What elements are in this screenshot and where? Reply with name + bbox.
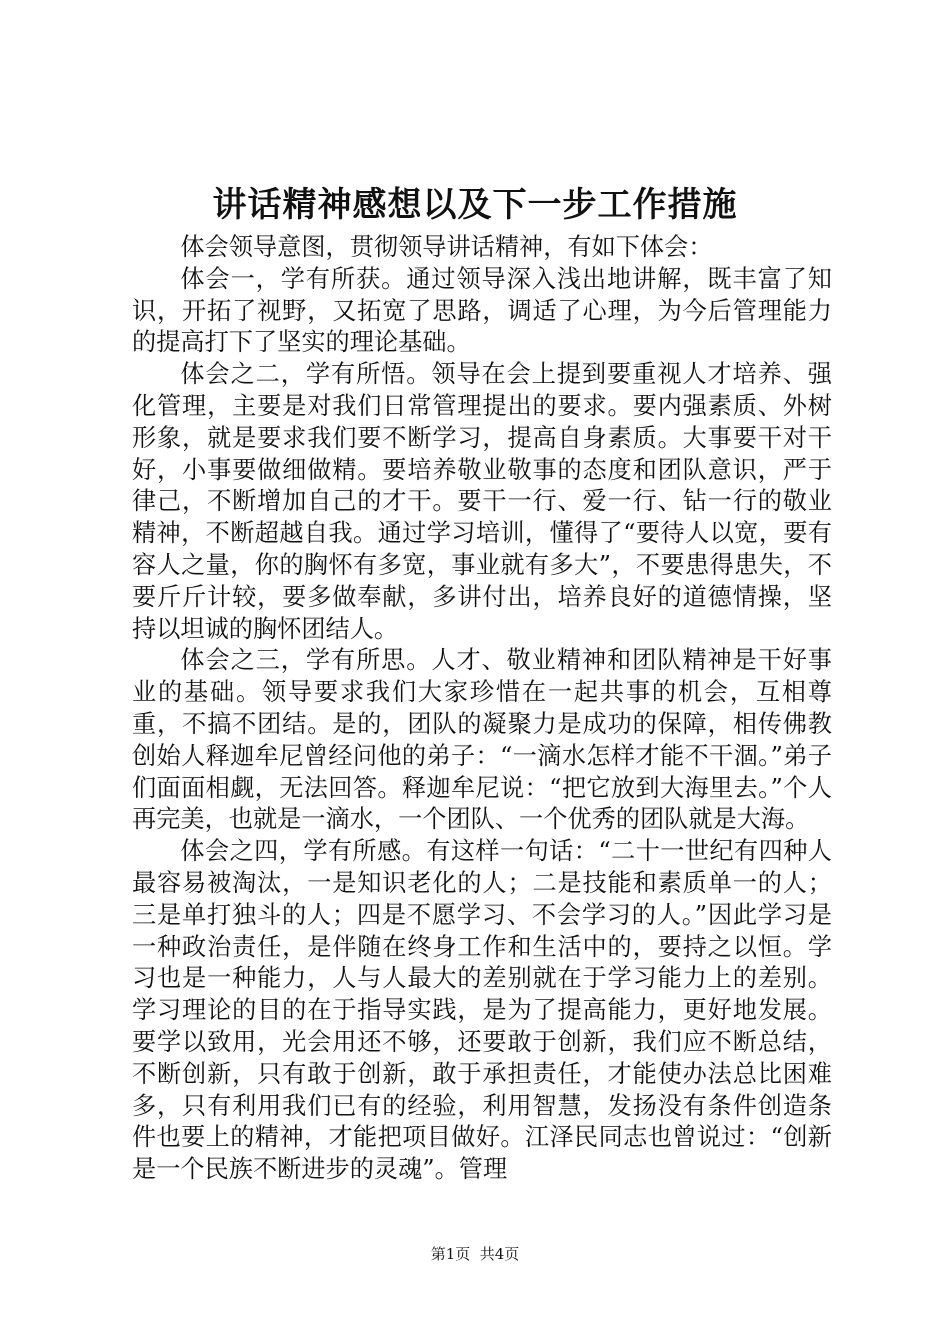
- paragraph-insight-3: 体会之三，学有所思。人才、敬业精神和团队精神是干好事业的基础。领导要求我们大家珍惜在一起共事的机会，互相尊重，不搞不团结。是的，团队的凝聚力是成功的保障，相传佛教创始人释迦牟尼曾经问他的弟子：“一滴水怎样才能不干涸。”弟子们面面相觑，无法回答。释迦牟尼说：“把它放到大海里去。”个人再完美，也就是一滴水，一个团队、一个优秀的团队就是大海。: [132, 646, 832, 834]
- paragraph-intro: 体会领导意图，贯彻领导讲话精神，有如下体会：: [180, 233, 713, 261]
- page-number: 第1页 共4页: [430, 1245, 520, 1263]
- page-footer: [0, 1244, 950, 1264]
- document-body: [132, 232, 832, 1186]
- paragraph-insight-2: 体会之二，学有所悟。领导在会上提到要重视人才培养、强化管理，主要是对我们日常管理提出的要求。要内强素质、外树形象，就是要求我们要不断学习，提高自身素质。大事要干对干好，小事要做细做精。要培养敬业敬事的态度和团队意识，严于律己，不断增加自己的才干。要干一行、爱一行、钻一行的敬业精神，不断超越自我。通过学习培训，懂得了“要待人以宽，要有容人之量，你的胸怀有多宽，事业就有多大”，不要患得患失，不要斤斤计较，要多做奉献，多讲付出，培养良好的道德情操，坚持以坦诚的胸怀团结人。: [132, 360, 832, 643]
- paragraph-insight-4: 体会之四，学有所感。有这样一句话：“二十一世纪有四种人最容易被淘汰，一是知识老化的人；二是技能和素质单一的人；三是单打独斗的人；四是不愿学习、不会学习的人。”因此学习是一种政治责任，是伴随在终身工作和生活中的，要持之以恒。学习也是一种能力，人与人最大的差别就在于学习能力上的差别。学习理论的目的在于指导实践，是为了提高能力，更好地发展。要学以致用，光会用还不够，还要敢于创新，我们应不断总结，不断创新，只有敢于创新，敢于承担责任，才能使办法总比困难多，只有利用我们已有的经验，利用智慧，发扬没有条件创造条件也要上的精神，才能把项目做好。江泽民同志也曾说过：“创新是一个民族不断进步的灵魂”。管理: [132, 837, 832, 1184]
- paragraph-insight-1: 体会一，学有所获。通过领导深入浅出地讲解，既丰富了知识，开拓了视野，又拓宽了思路，调适了心理，为今后管理能力的提高打下了坚实的理论基础。: [132, 264, 832, 357]
- document-title: 讲话精神感想以及下一步工作措施: [212, 185, 738, 225]
